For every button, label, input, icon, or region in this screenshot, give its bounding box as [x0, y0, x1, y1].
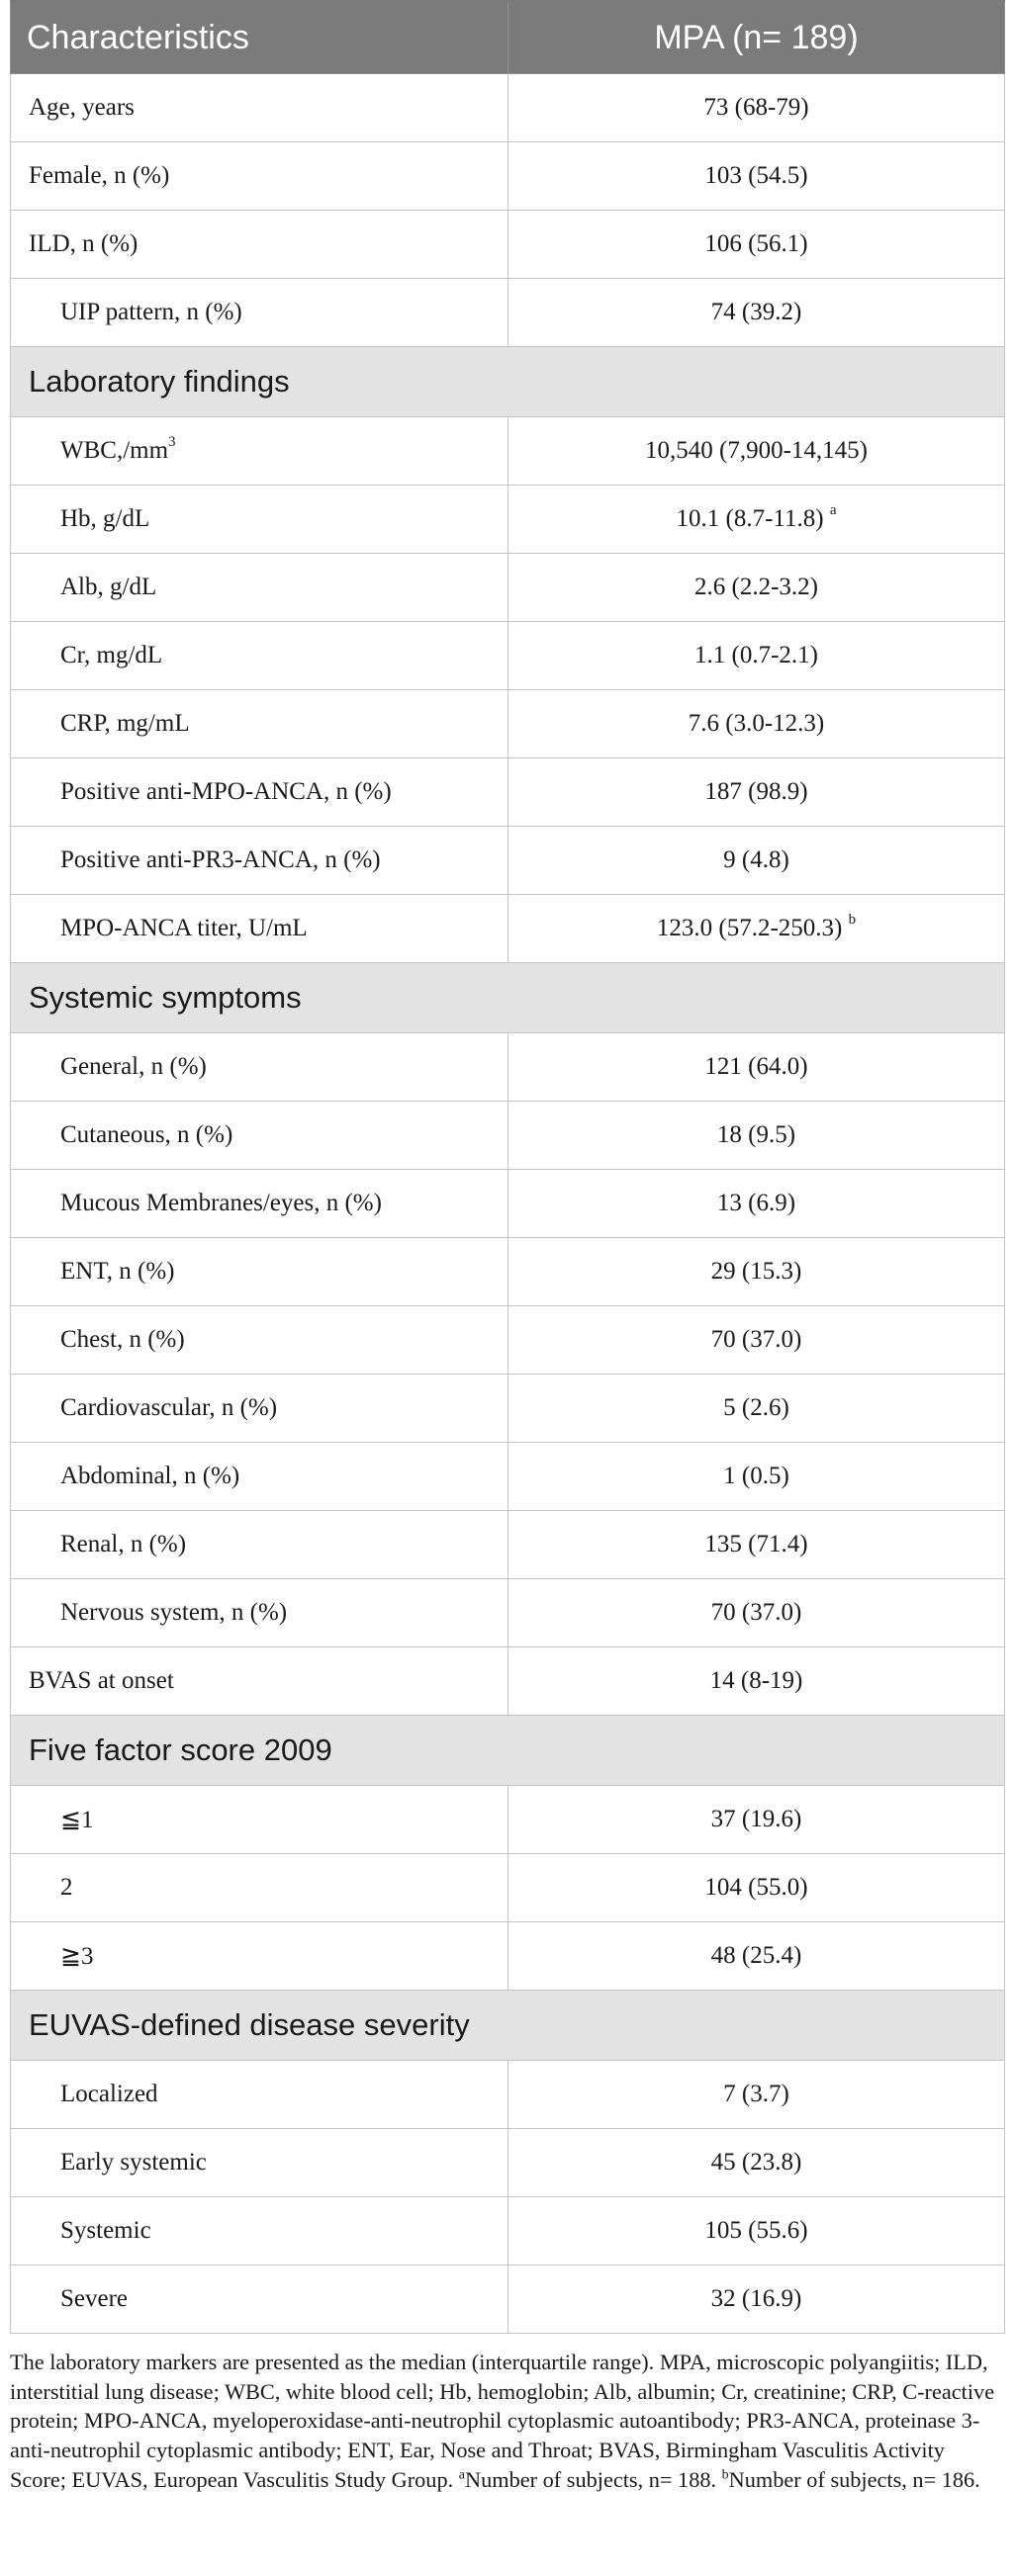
row-value: 105 (55.6): [508, 2197, 1005, 2265]
row-label: CRP, mg/mL: [11, 690, 508, 758]
footnote-b: Number of subjects, n= 186.: [728, 2466, 980, 2492]
row-label: ≧3: [11, 1922, 508, 1991]
row-label: Age, years: [11, 74, 508, 142]
section-title: EUVAS-defined disease severity: [11, 1991, 1005, 2061]
table-row: [11, 417, 1005, 486]
footnote-main: The laboratory markers are presented as the median (interquartile range). MPA, microscopic polyangiitis; ILD, interstitial lung disease; WBC, white blood cell; Hb, hemoglobin; Alb, albumin; Cr, creatinine; CRP, C-reactive protein; MPO-ANCA, myeloperoxidase-anti-neutrophil cytoplasmic autoantibody; PR3-ANCA, proteinase 3-anti-neutrophil cytoplasmic antibody; ENT, Ear, Nose and Throat; BVAS, Birmingham Vasculitis Activity Score; EUVAS, European Vasculitis Study Group.: [10, 2350, 995, 2492]
row-value: 10,540 (7,900-14,145): [508, 417, 1005, 486]
table-row: [11, 622, 1005, 690]
row-label: MPO-ANCA titer, U/mL: [11, 895, 508, 963]
row-value: 2.6 (2.2-3.2): [508, 554, 1005, 622]
row-label: BVAS at onset: [11, 1647, 508, 1716]
row-value: 7.6 (3.0-12.3): [508, 690, 1005, 758]
section-title: Systemic symptoms: [11, 963, 1005, 1033]
row-value: 135 (71.4): [508, 1511, 1005, 1579]
table-footnote: [10, 2348, 999, 2495]
characteristics-table-figure: [10, 0, 1004, 2495]
row-value: 29 (15.3): [508, 1238, 1005, 1306]
table-row: [11, 279, 1005, 347]
row-label: Positive anti-PR3-ANCA, n (%): [11, 827, 508, 895]
header-characteristics: Characteristics: [11, 1, 508, 74]
footnote-a: Number of subjects, n= 188.: [464, 2466, 717, 2492]
row-label: Cutaneous, n (%): [11, 1102, 508, 1170]
table-row: [11, 758, 1005, 827]
row-value: 121 (64.0): [508, 1033, 1005, 1102]
row-label: Early systemic: [11, 2129, 508, 2197]
row-label: Mucous Membranes/eyes, n (%): [11, 1170, 508, 1238]
row-label: Systemic: [11, 2197, 508, 2265]
titer-footnote-marker: b: [848, 911, 857, 928]
table-row: [11, 895, 1005, 963]
table-row: [11, 2061, 1005, 2129]
row-label: General, n (%): [11, 1033, 508, 1102]
row-label: Alb, g/dL: [11, 554, 508, 622]
table-row: [11, 1102, 1005, 1170]
row-label: Nervous system, n (%): [11, 1579, 508, 1647]
footnote-marker-a: a: [458, 2467, 465, 2483]
row-label: Renal, n (%): [11, 1511, 508, 1579]
table-header-row: [11, 1, 1005, 74]
table-row: [11, 2265, 1005, 2334]
row-value: 73 (68-79): [508, 74, 1005, 142]
row-value: 48 (25.4): [508, 1922, 1005, 1991]
row-value: [508, 895, 1005, 963]
table-row: [11, 1238, 1005, 1306]
row-label: Hb, g/dL: [11, 486, 508, 554]
row-value: 7 (3.7): [508, 2061, 1005, 2129]
table-row: [11, 1786, 1005, 1854]
row-value: 13 (6.9): [508, 1170, 1005, 1238]
table-row: [11, 1306, 1005, 1375]
hb-value: 10.1 (8.7-11.8): [676, 505, 824, 532]
wbc-superscript: 3: [168, 433, 176, 450]
table-row: [11, 554, 1005, 622]
row-label: Severe: [11, 2265, 508, 2334]
row-value: 70 (37.0): [508, 1579, 1005, 1647]
row-label: Localized: [11, 2061, 508, 2129]
row-value: 32 (16.9): [508, 2265, 1005, 2334]
row-value: [508, 486, 1005, 554]
table-row: [11, 486, 1005, 554]
row-label: UIP pattern, n (%): [11, 279, 508, 347]
header-mpa: MPA (n= 189): [508, 1, 1005, 74]
table-row: [11, 690, 1005, 758]
table-row: [11, 1443, 1005, 1511]
row-label: 2: [11, 1854, 508, 1922]
section-euvas-severity: [11, 1991, 1005, 2061]
row-value: 9 (4.8): [508, 827, 1005, 895]
row-value: 106 (56.1): [508, 211, 1005, 279]
section-title: Five factor score 2009: [11, 1716, 1005, 1786]
row-value: 37 (19.6): [508, 1786, 1005, 1854]
row-label: ILD, n (%): [11, 211, 508, 279]
section-title: Laboratory findings: [11, 347, 1005, 417]
table-row: [11, 1033, 1005, 1102]
row-label: Cr, mg/dL: [11, 622, 508, 690]
row-label: [11, 417, 508, 486]
row-label: Cardiovascular, n (%): [11, 1375, 508, 1443]
row-label: ≦1: [11, 1786, 508, 1854]
row-value: 1.1 (0.7-2.1): [508, 622, 1005, 690]
row-value: 104 (55.0): [508, 1854, 1005, 1922]
table-row: [11, 1647, 1005, 1716]
row-value: 74 (39.2): [508, 279, 1005, 347]
row-label: Chest, n (%): [11, 1306, 508, 1375]
section-five-factor-score: [11, 1716, 1005, 1786]
characteristics-table: [10, 0, 1005, 2334]
table-row: [11, 1511, 1005, 1579]
table-row: [11, 827, 1005, 895]
table-row: [11, 2197, 1005, 2265]
table-row: [11, 74, 1005, 142]
row-value: 187 (98.9): [508, 758, 1005, 827]
row-value: 103 (54.5): [508, 142, 1005, 211]
table-row: [11, 1375, 1005, 1443]
wbc-label: WBC,/mm: [60, 437, 169, 464]
row-label: Positive anti-MPO-ANCA, n (%): [11, 758, 508, 827]
row-value: 5 (2.6): [508, 1375, 1005, 1443]
row-value: 1 (0.5): [508, 1443, 1005, 1511]
table-row: [11, 1579, 1005, 1647]
table-row: [11, 1170, 1005, 1238]
row-value: 18 (9.5): [508, 1102, 1005, 1170]
row-label: Female, n (%): [11, 142, 508, 211]
row-label: Abdominal, n (%): [11, 1443, 508, 1511]
row-value: 14 (8-19): [508, 1647, 1005, 1716]
hb-footnote-marker: a: [829, 501, 837, 518]
row-value: 70 (37.0): [508, 1306, 1005, 1375]
section-systemic-symptoms: [11, 963, 1005, 1033]
table-row: [11, 1922, 1005, 1991]
section-laboratory-findings: [11, 347, 1005, 417]
table-row: [11, 1854, 1005, 1922]
table-row: [11, 2129, 1005, 2197]
table-row: [11, 211, 1005, 279]
table-row: [11, 142, 1005, 211]
row-value: 45 (23.8): [508, 2129, 1005, 2197]
row-label: ENT, n (%): [11, 1238, 508, 1306]
titer-value: 123.0 (57.2-250.3): [656, 915, 843, 941]
footnote-marker-b: b: [721, 2467, 729, 2483]
